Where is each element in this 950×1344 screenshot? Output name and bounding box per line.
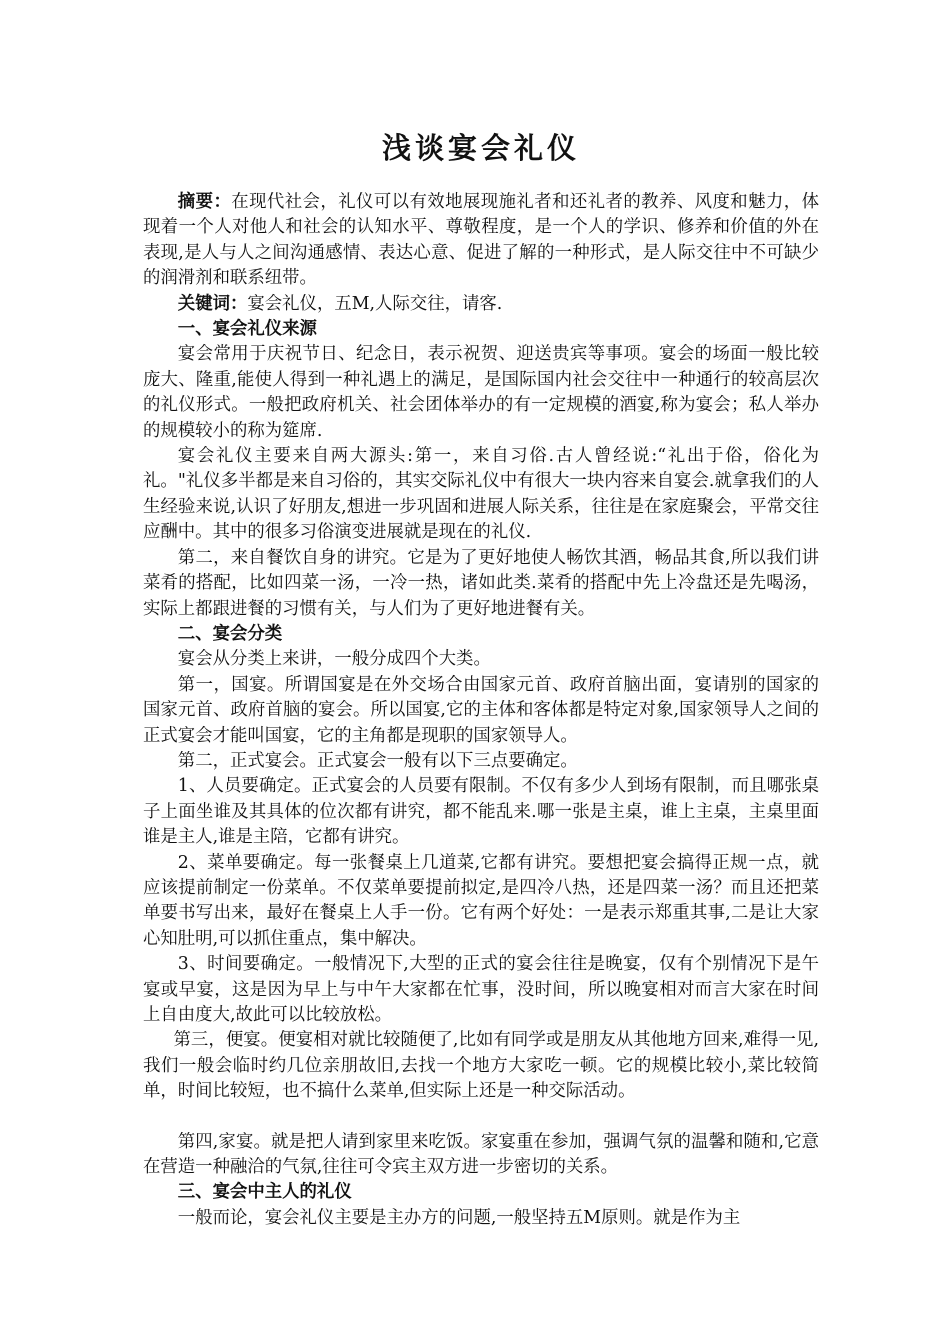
blank-line [143,1105,819,1130]
keywords-paragraph [143,292,819,317]
section-heading-host-etiquette: 三、宴会中主人的礼仪 [177,1182,352,1203]
body-paragraph: 1、人员要确定。正式宴会的人员要有限制。不仅有多少人到场有限制，而且哪张桌子上面坐谁及其具体的位次都有讲究，都不能乱来.哪一张是主桌，谁上主桌，主桌里面谁是主人,谁是主陪，它都有讲究。 [143,776,819,848]
abstract-paragraph [143,190,819,292]
body-paragraph: 宴会从分类上来讲，一般分成四个大类。 [177,649,491,670]
body-paragraph: 第二，正式宴会。正式宴会一般有以下三点要确定。 [177,750,578,771]
body-paragraph: 第三，便宴。便宴相对就比较随便了,比如有同学或是朋友从其他地方回来,难得一见,我们一般会临时约几位亲朋故旧,去找一个地方大家吃一顿。它的规模比较小,菜比较简单，时间比较短，也不搞什么菜单,但实际上还是一种交际活动。 [143,1030,819,1102]
page-title: 浅谈宴会礼仪 [381,131,580,165]
body-paragraph: 一般而论，宴会礼仪主要是主办方的问题,一般坚持五M原则。就是作为主 [177,1207,741,1228]
abstract-label: 摘要： [177,192,232,212]
section-heading-origin: 一、宴会礼仪来源 [177,319,317,340]
body-paragraph: 2、菜单要确定。每一张餐桌上几道菜,它都有讲究。要想把宴会搞得正规一点，就应该提前制定一份菜单。不仅菜单要提前拟定,是四冷八热，还是四菜一汤？而且还把菜单要书写出来，最好在餐桌上人手一份。它有两个好处：一是表示郑重其事,二是让大家心知肚明,可以抓住重点，集中解决。 [143,852,819,949]
document-page [143,128,819,1231]
section-heading-classification: 二、宴会分类 [177,623,283,644]
body-paragraph: 宴会礼仪主要来自两大源头:第一，来自习俗.古人曾经说:“礼出于俗，俗化为礼。"礼仪多半都是来自习俗的，其实交际礼仪中有很大一块内容来自宴会.就拿我们的人生经验来说,认识了好朋友,想进一步巩固和进展人际关系，往往是在家庭聚会，平常交往应酬中。其中的很多习俗演变进展就是现在的礼仪. [143,446,819,543]
body-paragraph: 3、时间要确定。一般情况下,大型的正式的宴会往往是晚宴，仅有个别情况下是午宴或早宴，这是因为早上与中午大家都在忙事，没时间，所以晚宴相对而言大家在时间上自由度大,故此可以比较放松。 [143,954,819,1025]
body-paragraph: 第四,家宴。就是把人请到家里来吃饭。家宴重在参加，强调气氛的温馨和随和,它意在营造一种融洽的气氛,往往可令宾主双方进一步密切的关系。 [143,1131,819,1178]
keywords-text: 宴会礼仪，五M,人际交往，请客. [247,293,503,314]
body-paragraph: 第一，国宴。所谓国宴是在外交场合由国家元首、政府首脑出面，宴请别的国家的国家元首、政府首脑的宴会。所以国宴,它的主体和客体都是特定对象,国家领导人之间的正式宴会才能叫国宴，它的主角都是现职的国家领导人。 [143,674,819,746]
abstract-text: 在现代社会，礼仪可以有效地展现施礼者和还礼者的教养、风度和魅力，体现着一个人对他人和社会的认知水平、尊敬程度，是一个人的学识、修养和价值的外在表现,是人与人之间沟通感情、表达心意、促进了解的一种形式，是人际交往中不可缺少的润滑剂和联系纽带。 [143,192,819,289]
keywords-label: 关键词： [177,293,248,314]
body-paragraph: 宴会常用于庆祝节日、纪念日，表示祝贺、迎送贵宾等事项。宴会的场面一般比较庞大、隆重,能使人得到一种礼遇上的满足，是国际国内社会交往中一种通行的较高层次的礼仪形式。一般把政府机关、社会团体举办的有一定规模的酒宴,称为宴会；私人举办的规模较小的称为筵席. [143,344,819,441]
body-paragraph: 第二，来自餐饮自身的讲究。它是为了更好地使人畅饮其酒，畅品其食,所以我们讲菜肴的搭配，比如四菜一汤，一冷一热，诸如此类.菜肴的搭配中先上冷盘还是先喝汤，实际上都跟进餐的习惯有关，与人们为了更好地进餐有关。 [143,547,819,619]
